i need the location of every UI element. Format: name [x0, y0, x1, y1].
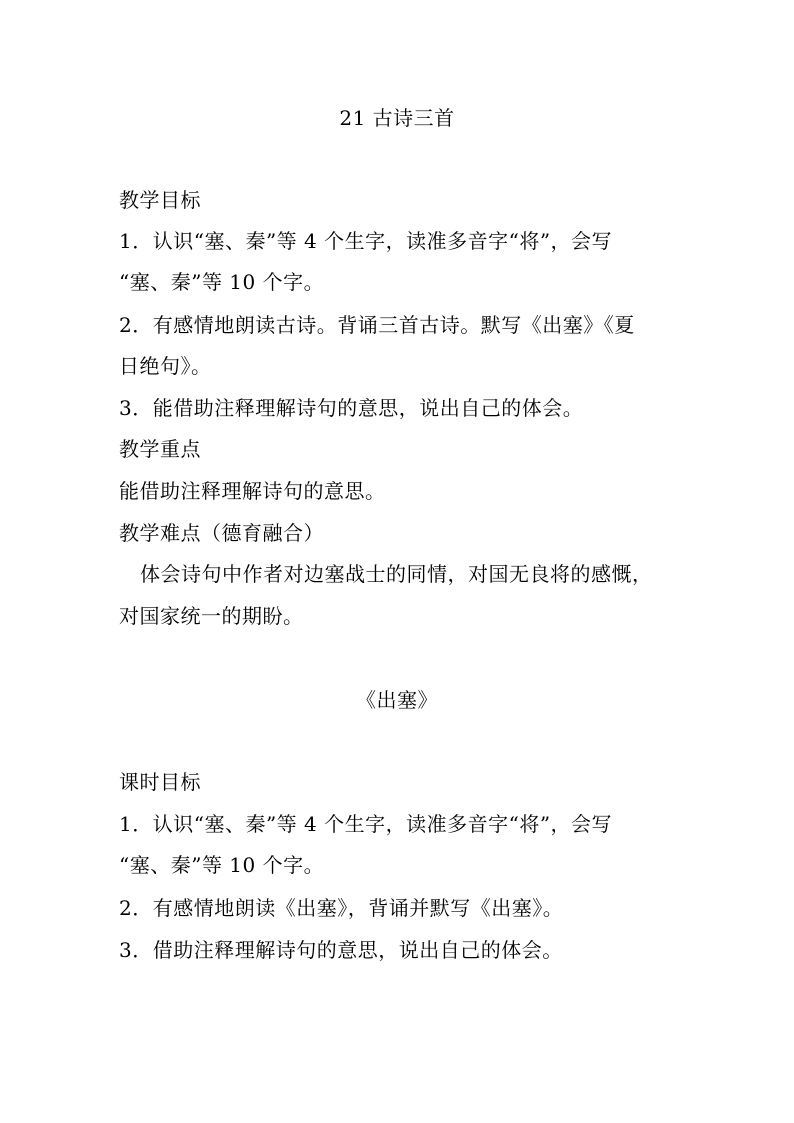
objective-2-line-1: 2．有感情地朗读古诗。背诵三首古诗。默写《出塞》《夏 [119, 313, 635, 337]
lesson-title: 21 古诗三首 [339, 106, 455, 130]
lesson-objective-1-line-1: 1．认识“塞、秦”等 4 个生字，读准多音字“将”，会写 [119, 812, 613, 836]
objective-3: 3．能借助注释理解诗句的意思，说出自己的体会。 [119, 396, 584, 420]
difficulties-text-line-1: 体会诗句中作者对边塞战士的同情，对国无良将的感慨， [140, 562, 653, 586]
poem-title: 《出塞》 [356, 688, 438, 712]
difficulties-heading: 教学难点（德育融合） [119, 521, 324, 545]
difficulties-text-line-2: 对国家统一的期盼。 [119, 604, 304, 628]
objective-2-line-2: 日绝句》。 [119, 354, 212, 378]
key-points-text: 能借助注释理解诗句的意思。 [119, 479, 386, 503]
objective-1-line-1: 1．认识“塞、秦”等 4 个生字，读准多音字“将”，会写 [119, 229, 613, 253]
lesson-objective-1-line-2: “塞、秦”等 10 个字。 [119, 853, 325, 877]
objectives-heading: 教学目标 [119, 188, 201, 212]
lesson-objective-2: 2．有感情地朗读《出塞》，背诵并默写《出塞》。 [119, 896, 564, 920]
key-points-heading: 教学重点 [119, 437, 201, 461]
objective-1-line-2: “塞、秦”等 10 个字。 [119, 270, 325, 294]
lesson-objectives-heading: 课时目标 [119, 770, 201, 794]
lesson-objective-3: 3．借助注释理解诗句的意思，说出自己的体会。 [119, 938, 563, 962]
